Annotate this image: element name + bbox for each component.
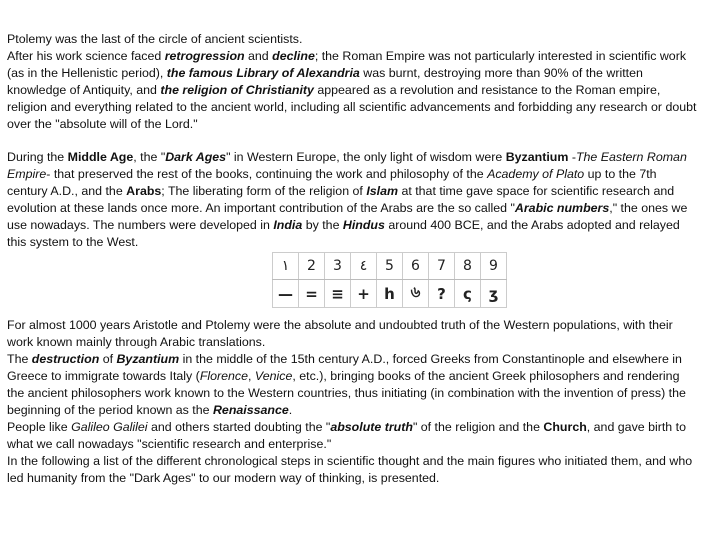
text-run: After his work science faced — [7, 49, 165, 63]
text-run: ," the ones we use nowadays. The numbers were developed in — [7, 201, 688, 232]
numeral-cell: ৬ — [403, 280, 429, 308]
numeral-cell: = — [299, 280, 325, 308]
keyword-academy-of-plato: Academy of Plato — [487, 167, 585, 181]
keyword-dark-ages: Dark Ages — [165, 150, 227, 164]
keyword-florence: Florence — [199, 369, 249, 383]
text-run: , the " — [133, 150, 166, 164]
keyword-islam: Islam — [366, 184, 398, 198]
numeral-cell: ١ — [273, 253, 299, 280]
numeral-cell: — — [273, 280, 299, 308]
paragraph-renaissance — [7, 317, 697, 487]
keyword-church: Church — [543, 420, 587, 434]
text-run: and — [244, 49, 273, 63]
keyword-eastern-roman-empire: The Eastern Roman Empire — [7, 150, 687, 181]
keyword-absolute-truth: absolute truth — [330, 420, 413, 434]
numeral-cell: ς — [455, 280, 481, 308]
text-run: People like — [7, 420, 72, 434]
text-run: . — [288, 403, 293, 417]
text-paragraph — [7, 351, 697, 419]
numeral-cell: ? — [429, 280, 455, 308]
keyword-galileo-galilei: Galileo Galilei — [71, 420, 148, 434]
keyword-arabic-numbers: Arabic numbers — [514, 201, 610, 215]
text-run: " in Western Europe, the only light of wisdom were — [226, 150, 506, 164]
numeral-cell: 2 — [299, 253, 325, 280]
text-run: up to the 7th century A.D., and the — [7, 167, 657, 198]
numeral-cell: 8 — [455, 253, 481, 280]
text-run: at that time gave space for scientific research and evolution at these lands once more. An important contribution of the Arabs are the so called " — [7, 184, 675, 215]
numerals-comparison-table — [272, 252, 507, 308]
text-line: In the following a list of the different chronological steps in scientific thought and the main figures who initiated them, and who led humanity from the "Dark Ages" to our modern way of thinking, is presented. — [7, 454, 693, 485]
text-run: - that preserved the rest of the books, continuing the work and philosophy of the — [46, 167, 488, 181]
keyword-middle-age: Middle Age — [67, 150, 134, 164]
keyword-library-of-alexandria: the famous Library of Alexandria — [166, 66, 360, 80]
arabic-numerals-row — [273, 253, 507, 280]
text-paragraph — [7, 419, 697, 453]
numeral-cell: ≡ — [325, 280, 351, 308]
keyword-decline: decline — [272, 49, 315, 63]
numeral-cell: 3 — [325, 253, 351, 280]
keyword-india: India — [273, 218, 303, 232]
keyword-arabs: Arabs — [126, 184, 162, 198]
numeral-cell: 9 — [481, 253, 507, 280]
text-line: Ptolemy was the last of the circle of ancient scientists. — [7, 32, 303, 46]
numeral-cell: 5 — [377, 253, 403, 280]
text-run: " of the religion and the — [412, 420, 544, 434]
paragraph-decline-of-science — [7, 31, 697, 133]
paragraph-middle-ages — [7, 149, 697, 251]
keyword-byzantium: Byzantium — [116, 352, 180, 366]
text-line: For almost 1000 years Aristotle and Ptolemy were the absolute and undoubted truth of the Western populations, with their work known mainly through Arabic translations. — [7, 318, 673, 349]
text-run: and others started doubting the " — [147, 420, 331, 434]
keyword-destruction: destruction — [31, 352, 100, 366]
indian-numerals-row — [273, 280, 507, 308]
keyword-venice: Venice — [254, 369, 293, 383]
numeral-cell: 7 — [429, 253, 455, 280]
keyword-renaissance: Renaissance — [212, 403, 289, 417]
text-run: appeared as a revolution and resistance to the Roman empire, religion and everything related to the ancient world, including all scientific advancements and forbidding any research or doubt over the "absolute will of the Lord." — [7, 83, 697, 131]
text-run: ; The liberating form of the religion of — [161, 184, 367, 198]
text-paragraph — [7, 48, 697, 133]
numeral-cell: ٤ — [351, 253, 377, 280]
text-run: , — [248, 369, 255, 383]
text-run: , etc.), bringing books of the ancient Greek philosophers and rendering the ancient philosophers work known to the Western countries, thus initiating (in combination with the invention of press) the beginning of the period known as the — [7, 369, 686, 417]
text-run: The — [7, 352, 32, 366]
keyword-christianity: the religion of Christianity — [160, 83, 314, 97]
numeral-cell: ʒ — [481, 280, 507, 308]
keyword-byzantium: Byzantium — [505, 150, 569, 164]
numeral-cell: 6 — [403, 253, 429, 280]
text-run: was burnt, destroying more than 90% of the written knowledge of Antiquity, and — [7, 66, 643, 97]
keyword-retrogression: retrogression — [164, 49, 245, 63]
keyword-hindus: Hindus — [342, 218, 385, 232]
text-run: ; the Roman Empire was not particularly interested in scientific work (as in the Hellenistic period), — [7, 49, 687, 80]
text-run: During the — [7, 150, 68, 164]
text-run: by the — [302, 218, 343, 232]
text-run: - — [568, 150, 576, 164]
text-run: , and gave birth to what we call nowadays "scientific research and enterprise." — [7, 420, 686, 451]
numeral-cell: h — [377, 280, 403, 308]
text-run: around 400 BCE, and the Arabs adopted and relayed this system to the West. — [7, 218, 680, 249]
numeral-cell: + — [351, 280, 377, 308]
text-run: in the middle of the 15th century A.D., forced Greeks from Constantinople and elsewhere in Greece to immigrate towards Italy ( — [7, 352, 682, 383]
text-run: of — [99, 352, 117, 366]
text-paragraph — [7, 149, 697, 251]
